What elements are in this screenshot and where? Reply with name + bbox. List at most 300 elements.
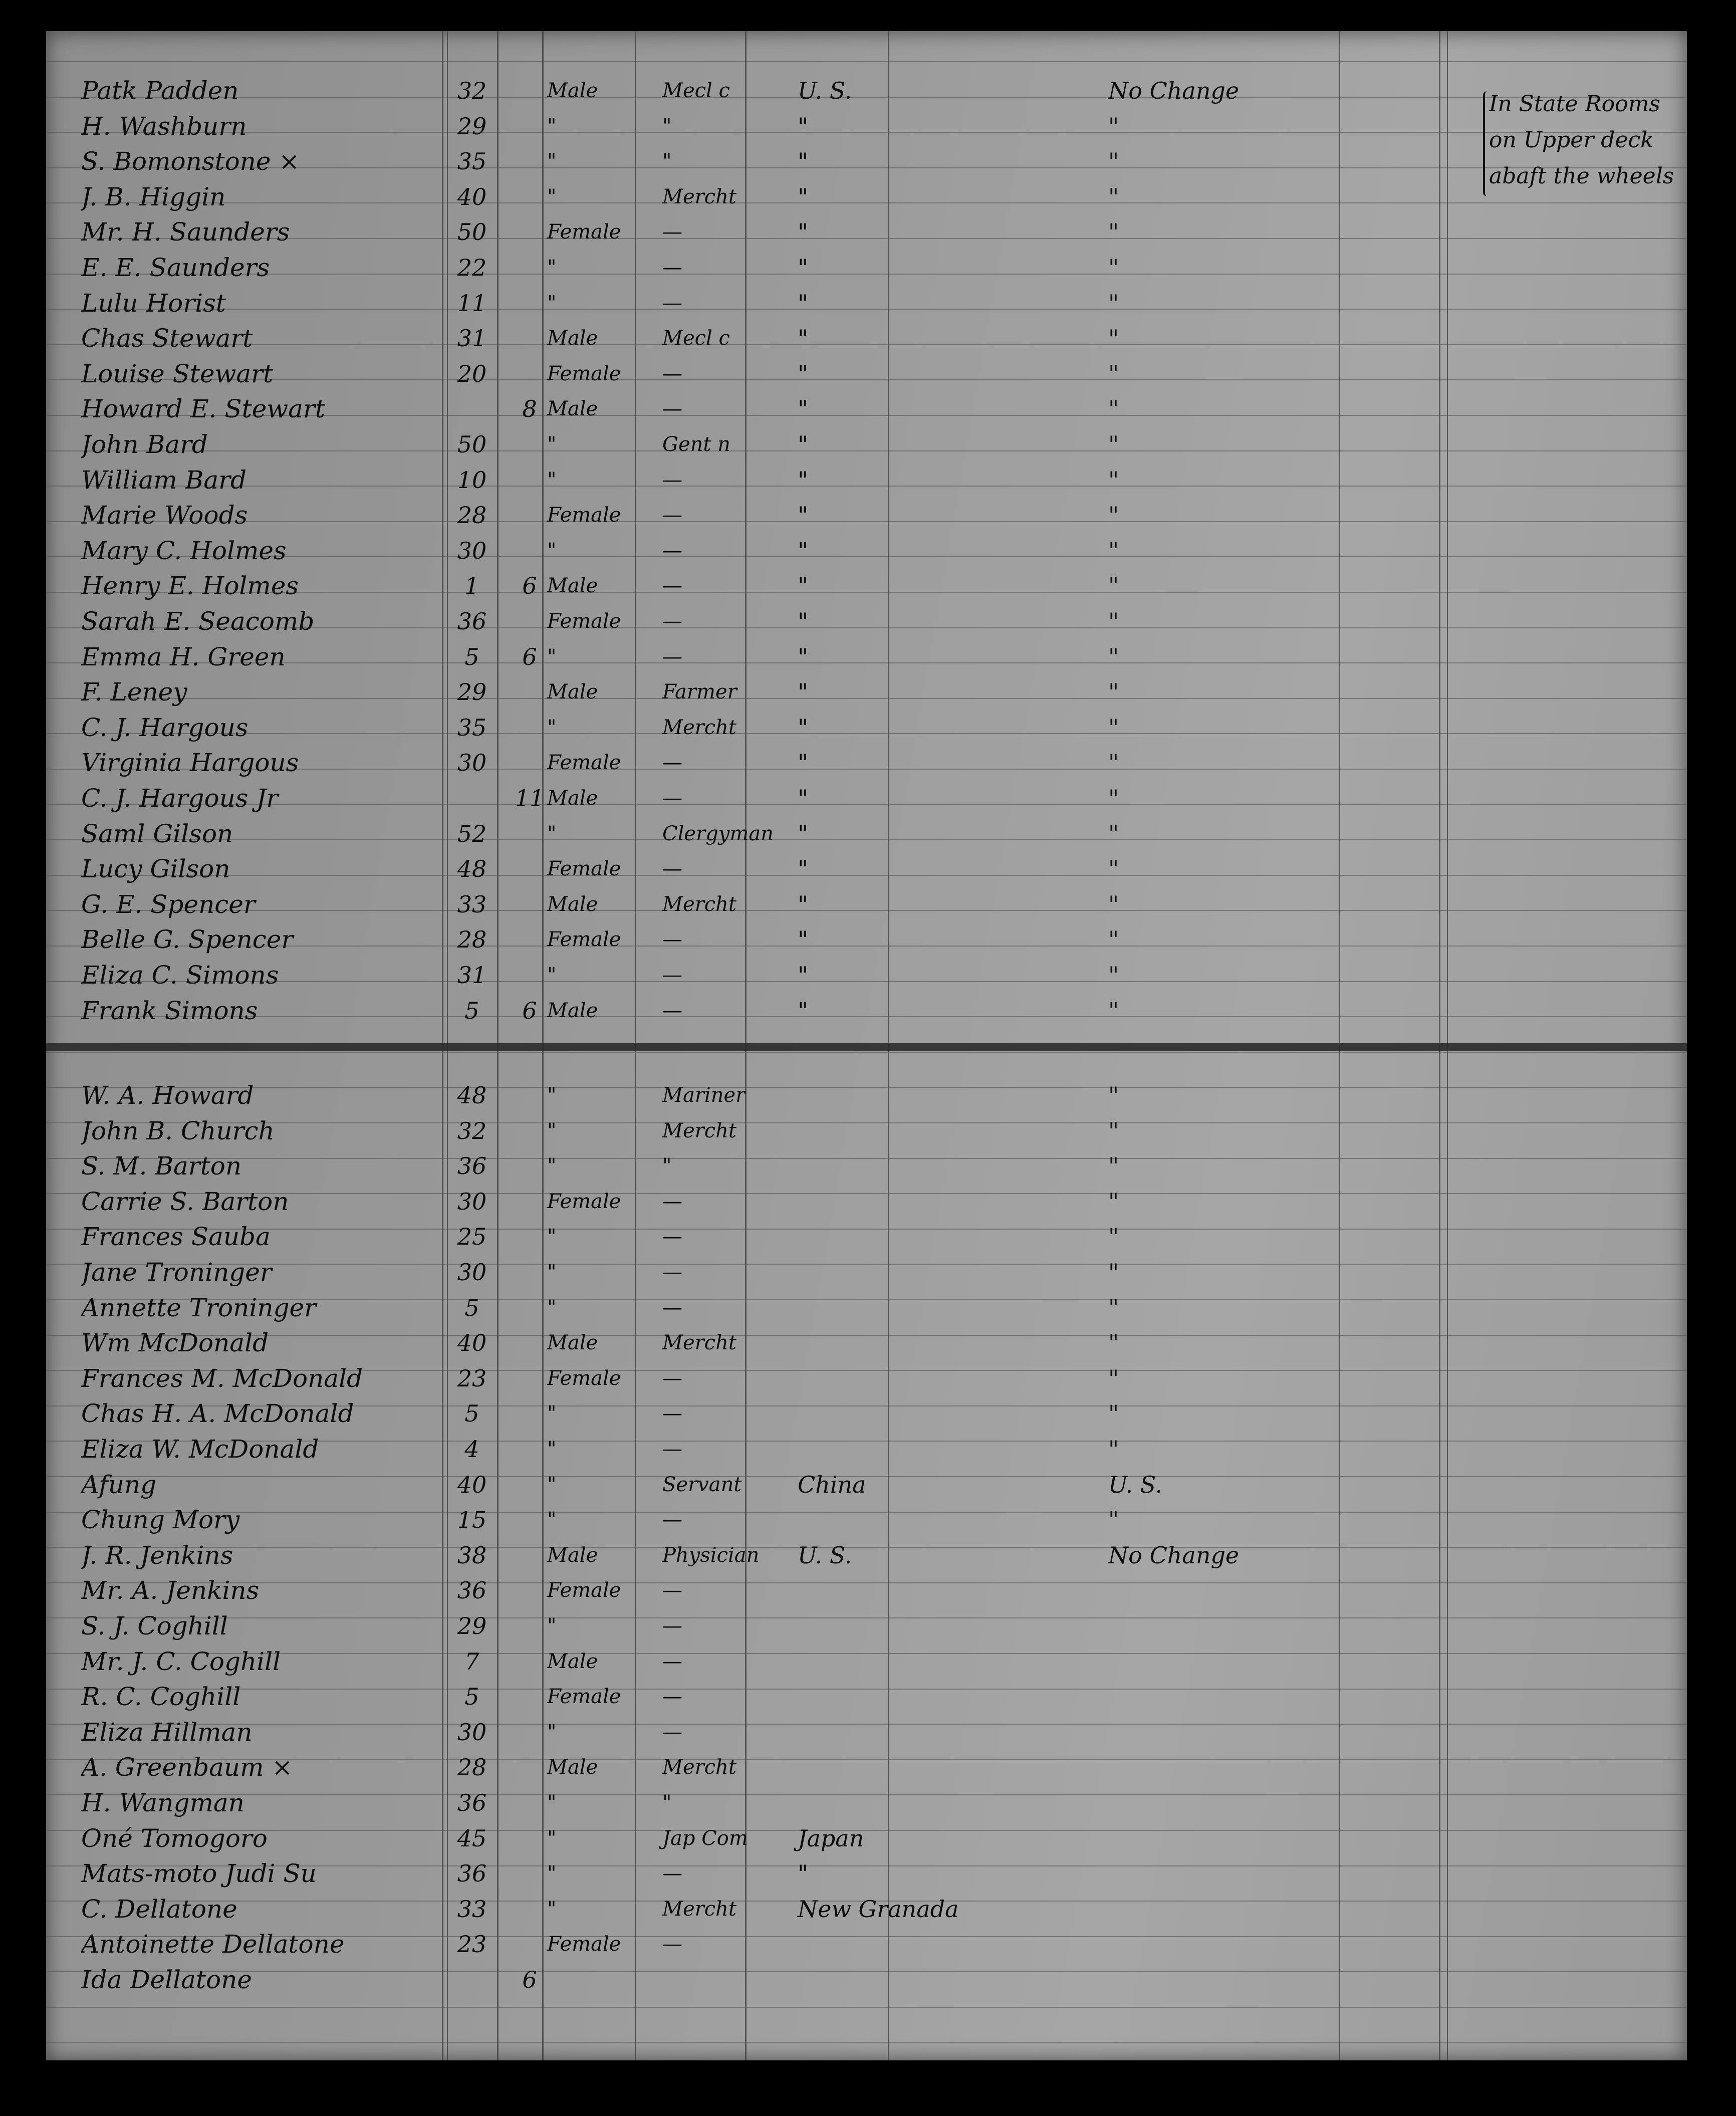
cell-destination: " (1108, 855, 1119, 883)
table-row (46, 1468, 1687, 1503)
cell-citizenship: " (798, 820, 809, 847)
cell-age: 40 (457, 183, 487, 210)
cell-occupation: — (662, 1720, 682, 1744)
cell-citizenship: " (798, 714, 809, 741)
cell-age: 32 (457, 1117, 487, 1144)
cell-name: C. J. Hargous (81, 713, 249, 742)
table-row (46, 1680, 1687, 1715)
cell-name: Frank Simons (81, 996, 258, 1025)
manifest-page (46, 31, 1687, 2060)
cell-name: Virginia Hargous (81, 749, 299, 777)
cell-name: S. M. Barton (81, 1152, 242, 1181)
cell-sex: " (547, 114, 557, 138)
cell-age: 7 (464, 1648, 479, 1675)
cell-name: Eliza C. Simons (81, 961, 279, 989)
cell-name: Oné Tomogoro (81, 1824, 268, 1852)
cell-sex: " (547, 1508, 557, 1532)
cell-age: 30 (457, 1188, 487, 1215)
cell-occupation: — (662, 1366, 682, 1390)
cell-age: 25 (457, 1223, 487, 1251)
cell-age: 28 (457, 1754, 487, 1781)
table-row (46, 1856, 1687, 1892)
cell-citizenship: " (798, 537, 809, 564)
cell-occupation: — (662, 539, 682, 562)
table-row (46, 1573, 1687, 1608)
cell-citizenship: " (798, 431, 809, 458)
table-row (46, 498, 1687, 533)
cell-age: 30 (457, 537, 487, 564)
cell-occupation: Mercht (662, 716, 736, 739)
cell-name: Sarah E. Seacomb (81, 607, 315, 635)
cell-sex: Female (547, 1933, 621, 1956)
table-row (46, 427, 1687, 462)
cell-name: Eliza W. McDonald (81, 1435, 319, 1463)
cell-name: Henry E. Holmes (81, 572, 299, 600)
cell-sex: " (547, 433, 557, 456)
cell-sex: Male (547, 574, 598, 598)
cell-name: E. E. Saunders (81, 254, 270, 282)
cell-destination: " (1108, 714, 1119, 741)
cell-sex: " (547, 1614, 557, 1637)
cell-age: 29 (457, 112, 487, 140)
table-row (46, 392, 1687, 427)
cell-sex: " (547, 822, 557, 845)
remark-line: abaft the wheels (1489, 163, 1674, 189)
cell-citizenship: " (798, 749, 809, 777)
cell-name: G. E. Spencer (81, 890, 256, 918)
cell-sex: Female (547, 1190, 621, 1213)
cell-months: 6 (522, 643, 537, 670)
table-row (46, 1361, 1687, 1396)
cell-occupation: — (662, 787, 682, 810)
cell-sex: Female (547, 1685, 621, 1709)
cell-sex: " (547, 185, 557, 208)
cell-occupation: — (662, 999, 682, 1022)
cell-sex: " (547, 645, 557, 668)
cell-occupation: — (662, 645, 682, 668)
cell-name: Chas Stewart (81, 324, 253, 353)
cell-occupation: Mecl c (662, 79, 730, 102)
cell-citizenship: U. S. (798, 1541, 852, 1569)
cell-age: 5 (464, 997, 479, 1024)
cell-destination: " (1108, 325, 1119, 352)
table-row (46, 1220, 1687, 1255)
cell-citizenship: Japan (798, 1824, 864, 1852)
cell-destination: " (1108, 431, 1119, 458)
table-row (46, 1644, 1687, 1680)
cell-destination: " (1108, 785, 1119, 812)
cell-sex: " (547, 1084, 557, 1107)
cell-sex: " (547, 1261, 557, 1284)
cell-occupation: — (662, 1614, 682, 1637)
cell-occupation: — (662, 1862, 682, 1886)
cell-name: F. Leney (81, 678, 187, 707)
table-row (46, 215, 1687, 250)
cell-name: Mr. A. Jenkins (81, 1576, 260, 1605)
cell-destination: " (1108, 1294, 1119, 1321)
cell-name: R. C. Coghill (81, 1683, 241, 1711)
cell-age: 28 (457, 926, 487, 954)
cell-occupation: " (662, 1154, 672, 1178)
cell-sex: " (547, 256, 557, 279)
remark-note (1489, 86, 1674, 194)
cell-age: 50 (457, 431, 487, 458)
cell-name: Chas H. A. McDonald (81, 1399, 354, 1428)
cell-destination: " (1108, 1223, 1119, 1251)
cell-citizenship: " (798, 997, 809, 1024)
cell-name: Howard E. Stewart (81, 395, 325, 423)
cell-name: Emma H. Green (81, 642, 286, 671)
cell-occupation: — (662, 397, 682, 421)
cell-months: 8 (522, 395, 537, 423)
cell-age: 36 (457, 1860, 487, 1888)
cell-destination: " (1108, 643, 1119, 670)
cell-sex: " (547, 291, 557, 315)
table-row (46, 286, 1687, 321)
cell-citizenship: " (798, 289, 809, 317)
cell-sex: Female (547, 751, 621, 775)
cell-months: 6 (522, 1966, 537, 1993)
cell-age: 22 (457, 254, 487, 281)
cell-sex: " (547, 1897, 557, 1921)
cell-occupation: " (662, 114, 672, 138)
cell-occupation: — (662, 751, 682, 775)
cell-age: 48 (457, 1082, 487, 1109)
cell-sex: Female (547, 928, 621, 952)
cell-name: H. Washburn (81, 112, 247, 140)
cell-destination: " (1108, 820, 1119, 847)
cell-sex: Female (547, 610, 621, 633)
cell-citizenship: " (798, 890, 809, 918)
cell-sex: Female (547, 220, 621, 244)
cell-citizenship: " (798, 785, 809, 812)
cell-name: Frances M. McDonald (81, 1364, 363, 1392)
table-row (46, 1715, 1687, 1750)
cell-destination: U. S. (1108, 1471, 1163, 1498)
cell-sex: " (547, 1720, 557, 1744)
cell-name: C. J. Hargous Jr (81, 784, 279, 812)
cell-age: 29 (457, 1612, 487, 1639)
cell-occupation: Mercht (662, 185, 736, 208)
cell-name: Lulu Horist (81, 289, 226, 317)
cell-occupation: — (662, 1650, 682, 1673)
cell-age: 36 (457, 608, 487, 635)
table-row (46, 1185, 1687, 1220)
cell-age: 11 (457, 289, 487, 317)
cell-age: 36 (457, 1577, 487, 1604)
cell-citizenship: " (798, 254, 809, 281)
cell-age: 29 (457, 678, 487, 706)
cell-age: 20 (457, 360, 487, 387)
cell-occupation: — (662, 291, 682, 315)
cell-destination: " (1108, 537, 1119, 564)
cell-age: 36 (457, 1152, 487, 1180)
cell-destination: " (1108, 1117, 1119, 1144)
table-row (46, 357, 1687, 392)
cell-age: 32 (457, 77, 487, 104)
cell-destination: " (1108, 395, 1119, 423)
cell-sex: Female (547, 1579, 621, 1602)
cell-occupation: — (662, 857, 682, 881)
cell-citizenship: " (798, 608, 809, 635)
cell-destination: " (1108, 678, 1119, 706)
cell-age: 33 (457, 890, 487, 918)
row-rule (46, 2042, 1687, 2043)
cell-name: Frances Sauba (81, 1223, 271, 1251)
cell-sex: Male (547, 79, 598, 102)
cell-citizenship: " (798, 325, 809, 352)
cell-name: H. Wangman (81, 1789, 244, 1817)
cell-occupation: Physician (662, 1543, 760, 1567)
table-row (46, 817, 1687, 852)
cell-name: S. J. Coghill (81, 1612, 228, 1640)
cell-destination: " (1108, 112, 1119, 140)
cell-name: J. R. Jenkins (81, 1541, 233, 1569)
cell-citizenship: China (798, 1471, 866, 1498)
cell-destination: " (1108, 1329, 1119, 1357)
cell-sex: " (547, 964, 557, 987)
cell-citizenship: " (798, 112, 809, 140)
cell-name: Annette Troninger (81, 1293, 317, 1322)
cell-destination: " (1108, 890, 1119, 918)
cell-citizenship: " (798, 395, 809, 423)
cell-destination: " (1108, 1188, 1119, 1215)
table-row (46, 109, 1687, 144)
cell-age: 15 (457, 1506, 487, 1534)
cell-occupation: — (662, 1685, 682, 1709)
table-row (46, 711, 1687, 746)
cell-destination: " (1108, 502, 1119, 529)
cell-sex: Female (547, 857, 621, 881)
table-row (46, 569, 1687, 604)
cell-occupation: Farmer (662, 680, 737, 704)
cell-name: John B. Church (81, 1116, 275, 1145)
cell-destination: " (1108, 1259, 1119, 1286)
cell-occupation: Servant (662, 1473, 742, 1496)
cell-age: 28 (457, 502, 487, 529)
cell-sex: Male (547, 787, 598, 810)
cell-name: Wm McDonald (81, 1329, 269, 1357)
cell-age: 1 (464, 572, 479, 600)
table-row (46, 1927, 1687, 1962)
cell-destination: No Change (1108, 1541, 1239, 1569)
cell-destination: " (1108, 183, 1119, 210)
cell-name: Patk Padden (81, 77, 239, 105)
cell-sex: " (547, 1154, 557, 1178)
cell-destination: " (1108, 1506, 1119, 1534)
cell-sex: " (547, 716, 557, 739)
cell-name: A. Greenbaum × (81, 1753, 293, 1782)
row-rule (46, 2007, 1687, 2008)
cell-destination: " (1108, 289, 1119, 317)
page-fold (46, 1043, 1687, 1051)
cell-occupation: — (662, 468, 682, 492)
table-row (46, 1149, 1687, 1184)
table-row (46, 463, 1687, 498)
table-row (46, 887, 1687, 922)
cell-occupation: — (662, 1438, 682, 1461)
table-row (46, 180, 1687, 215)
cell-name: Saml Gilson (81, 819, 233, 848)
cell-age: 40 (457, 1329, 487, 1357)
cell-sex: " (547, 150, 557, 173)
table-row (46, 781, 1687, 816)
cell-age: 36 (457, 1789, 487, 1816)
cell-citizenship: " (798, 183, 809, 210)
table-row (46, 1750, 1687, 1785)
cell-age: 38 (457, 1541, 487, 1569)
cell-citizenship: " (798, 360, 809, 387)
table-row (46, 1503, 1687, 1538)
cell-age: 23 (457, 1931, 487, 1958)
cell-sex: Male (547, 680, 598, 704)
cell-name: Antoinette Dellatone (81, 1930, 345, 1959)
table-row (46, 746, 1687, 781)
cell-sex: Male (547, 1650, 598, 1673)
table-row (46, 1432, 1687, 1467)
cell-occupation: — (662, 610, 682, 633)
cell-sex: " (547, 468, 557, 492)
cell-destination: " (1108, 1436, 1119, 1463)
cell-occupation: Mercht (662, 1756, 736, 1779)
cell-destination: " (1108, 997, 1119, 1024)
cell-occupation: — (662, 1508, 682, 1532)
cell-occupation: — (662, 1579, 682, 1602)
cell-citizenship: " (798, 962, 809, 989)
table-row (46, 1291, 1687, 1326)
cell-destination: " (1108, 926, 1119, 954)
remark-line: In State Rooms (1489, 91, 1660, 117)
cell-sex: " (547, 1402, 557, 1426)
cell-destination: " (1108, 466, 1119, 494)
cell-citizenship: " (798, 572, 809, 600)
cell-age: 35 (457, 714, 487, 741)
cell-name: William Bard (81, 465, 247, 494)
table-row (46, 1538, 1687, 1573)
cell-citizenship: " (798, 643, 809, 670)
cell-months: 6 (522, 572, 537, 600)
cell-age: 5 (464, 1683, 479, 1711)
cell-sex: Female (547, 1366, 621, 1390)
cell-destination: " (1108, 148, 1119, 175)
table-row (46, 251, 1687, 286)
cell-occupation: Mariner (662, 1084, 746, 1107)
cell-destination: " (1108, 254, 1119, 281)
cell-name: Mary C. Holmes (81, 536, 287, 565)
cell-name: Mats-moto Judi Su (81, 1859, 317, 1888)
table-row (46, 1786, 1687, 1821)
cell-sex: Male (547, 1331, 598, 1355)
cell-occupation: Mercht (662, 1897, 736, 1921)
cell-age: 33 (457, 1895, 487, 1923)
cell-destination: " (1108, 360, 1119, 387)
table-row (46, 994, 1687, 1029)
cell-occupation: — (662, 964, 682, 987)
cell-citizenship: " (798, 218, 809, 246)
cell-name: Carrie S. Barton (81, 1187, 289, 1216)
table-row (46, 604, 1687, 639)
cell-citizenship: New Granada (798, 1895, 959, 1923)
cell-name: Jane Troninger (81, 1258, 272, 1286)
cell-destination: " (1108, 608, 1119, 635)
cell-name: C. Dellatone (81, 1895, 237, 1923)
table-row (46, 321, 1687, 356)
cell-name: J. B. Higgin (81, 182, 226, 211)
cell-occupation: Mercht (662, 892, 736, 916)
cell-citizenship: " (798, 1860, 809, 1888)
cell-citizenship: " (798, 678, 809, 706)
table-row (46, 144, 1687, 179)
cell-age: 23 (457, 1364, 487, 1392)
cell-occupation: — (662, 504, 682, 527)
cell-age: 5 (464, 643, 479, 670)
cell-destination: " (1108, 572, 1119, 600)
cell-destination: " (1108, 962, 1119, 989)
cell-destination: " (1108, 1400, 1119, 1428)
cell-name: Belle G. Spencer (81, 925, 294, 954)
cell-sex: Male (547, 1543, 598, 1567)
table-row (46, 1396, 1687, 1432)
cell-occupation: " (662, 150, 672, 173)
cell-age: 40 (457, 1471, 487, 1498)
cell-sex: " (547, 1791, 557, 1814)
cell-destination: " (1108, 218, 1119, 246)
cell-age: 30 (457, 749, 487, 777)
cell-citizenship: U. S. (798, 77, 852, 104)
cell-occupation: Mercht (662, 1331, 736, 1355)
cell-months: 6 (522, 997, 537, 1024)
table-row (46, 640, 1687, 675)
cell-sex: Female (547, 504, 621, 527)
table-row (46, 1609, 1687, 1644)
cell-sex: Male (547, 1756, 598, 1779)
cell-occupation: — (662, 928, 682, 952)
cell-months: 11 (515, 785, 545, 812)
cell-age: 5 (464, 1294, 479, 1321)
cell-occupation: — (662, 1190, 682, 1213)
cell-sex: " (547, 1438, 557, 1461)
cell-name: W. A. Howard (81, 1081, 254, 1109)
cell-destination: " (1108, 749, 1119, 777)
table-row (46, 1078, 1687, 1113)
cell-age: 10 (457, 466, 487, 494)
cell-name: Lucy Gilson (81, 855, 230, 883)
cell-sex: " (547, 1119, 557, 1142)
cell-age: 30 (457, 1259, 487, 1286)
cell-sex: Male (547, 397, 598, 421)
table-row (46, 74, 1687, 109)
cell-citizenship: " (798, 855, 809, 883)
cell-name: Chung Mory (81, 1506, 240, 1534)
cell-name: Mr. J. C. Coghill (81, 1647, 281, 1676)
cell-occupation: Mecl c (662, 327, 730, 350)
cell-sex: " (547, 1862, 557, 1886)
cell-occupation: — (662, 1402, 682, 1426)
cell-name: Mr. H. Saunders (81, 218, 290, 247)
table-row (46, 852, 1687, 887)
cell-name: Marie Woods (81, 501, 248, 530)
cell-age: 31 (457, 962, 487, 989)
cell-occupation: — (662, 1225, 682, 1249)
cell-age: 48 (457, 855, 487, 883)
cell-sex: " (547, 1225, 557, 1249)
cell-sex: Male (547, 999, 598, 1022)
cell-name: Eliza Hillman (81, 1718, 253, 1746)
cell-occupation: Gent n (662, 433, 730, 456)
table-row (46, 1255, 1687, 1290)
cell-citizenship: " (798, 502, 809, 529)
cell-age: 31 (457, 325, 487, 352)
